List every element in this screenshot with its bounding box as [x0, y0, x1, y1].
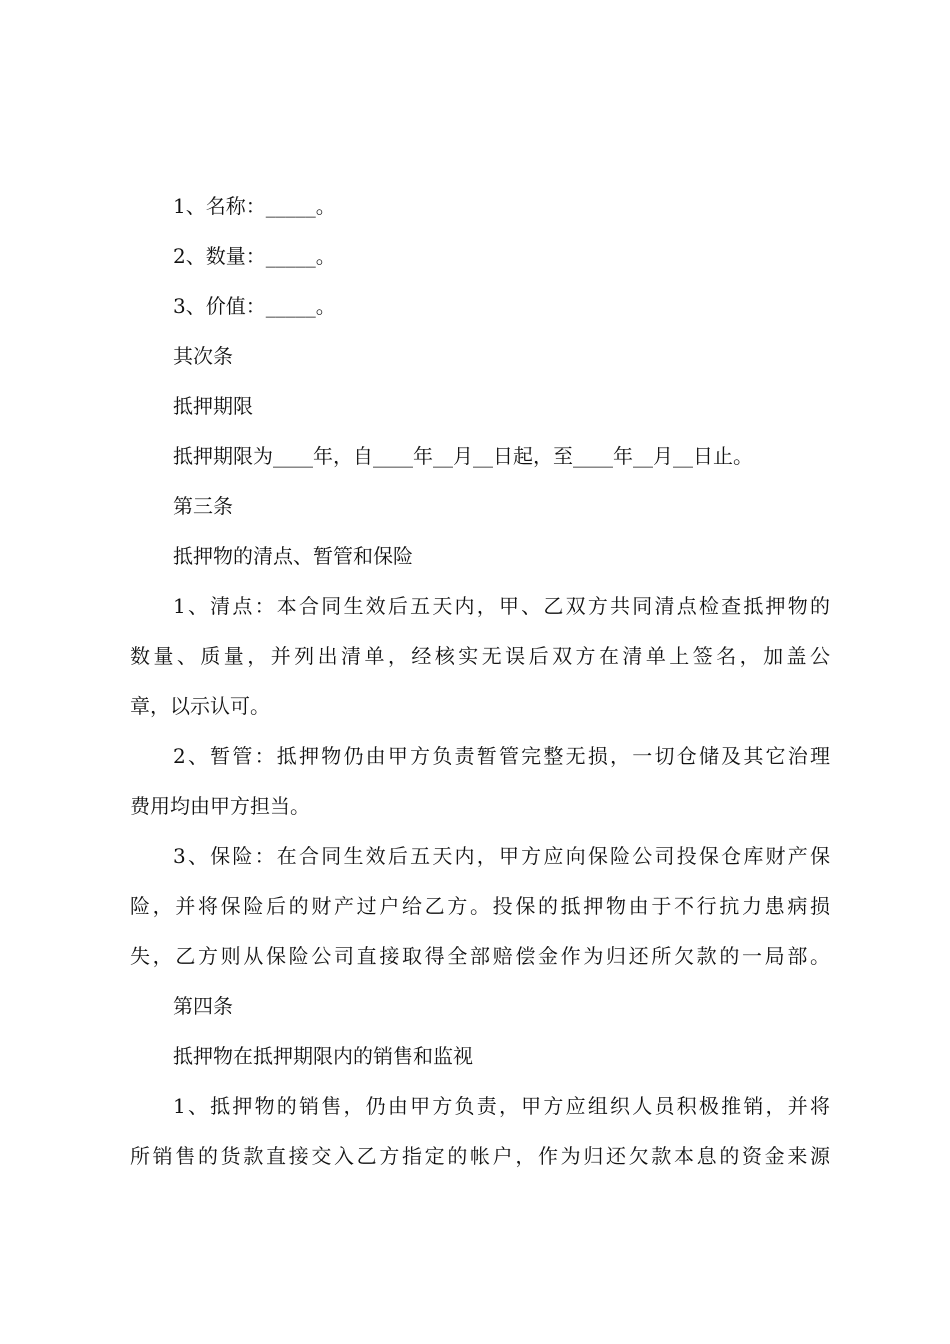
- inventory-para-line-1: 1、清点：本合同生效后五天内，甲、乙双方共同清点检查抵押物的: [173, 594, 830, 618]
- inventory-para-line-3: 章，以示认可。: [130, 694, 270, 718]
- article-title-2: 抵押期限: [173, 394, 253, 418]
- mortgage-term-text: 抵押期限为____年，自____年__月__日起，至____年__月__日止。: [173, 444, 753, 468]
- insurance-para-line-2: 险，并将保险后的财产过户给乙方。投保的抵押物由于不行抗力患病损: [130, 894, 830, 918]
- custody-para-line-1: 2、暂管：抵押物仍由甲方负责暂管完整无损，一切仓储及其它治理: [173, 744, 830, 768]
- item-value: 3、价值：_____。: [173, 294, 336, 318]
- sales-para-line-1: 1、抵押物的销售，仍由甲方负责，甲方应组织人员积极推销，并将: [173, 1094, 830, 1118]
- sales-para-line-2: 所销售的货款直接交入乙方指定的帐户，作为归还欠款本息的资金来源: [130, 1144, 830, 1168]
- item-name: 1、名称：_____。: [173, 194, 336, 218]
- inventory-para-line-2: 数量、质量，并列出清单，经核实无误后双方在清单上签名，加盖公: [130, 644, 830, 668]
- article-title-4: 抵押物在抵押期限内的销售和监视: [173, 1044, 473, 1068]
- insurance-para-line-1: 3、保险：在合同生效后五天内，甲方应向保险公司投保仓库财产保: [173, 844, 830, 868]
- custody-para-line-2: 费用均由甲方担当。: [130, 794, 310, 818]
- insurance-para-line-3: 失，乙方则从保险公司直接取得全部赔偿金作为归还所欠款的一局部。: [130, 944, 830, 968]
- item-quantity: 2、数量：_____。: [173, 244, 336, 268]
- article-heading-2: 其次条: [173, 344, 233, 368]
- article-title-3: 抵押物的清点、暂管和保险: [173, 544, 413, 568]
- article-heading-3: 第三条: [173, 494, 233, 518]
- article-heading-4: 第四条: [173, 994, 233, 1018]
